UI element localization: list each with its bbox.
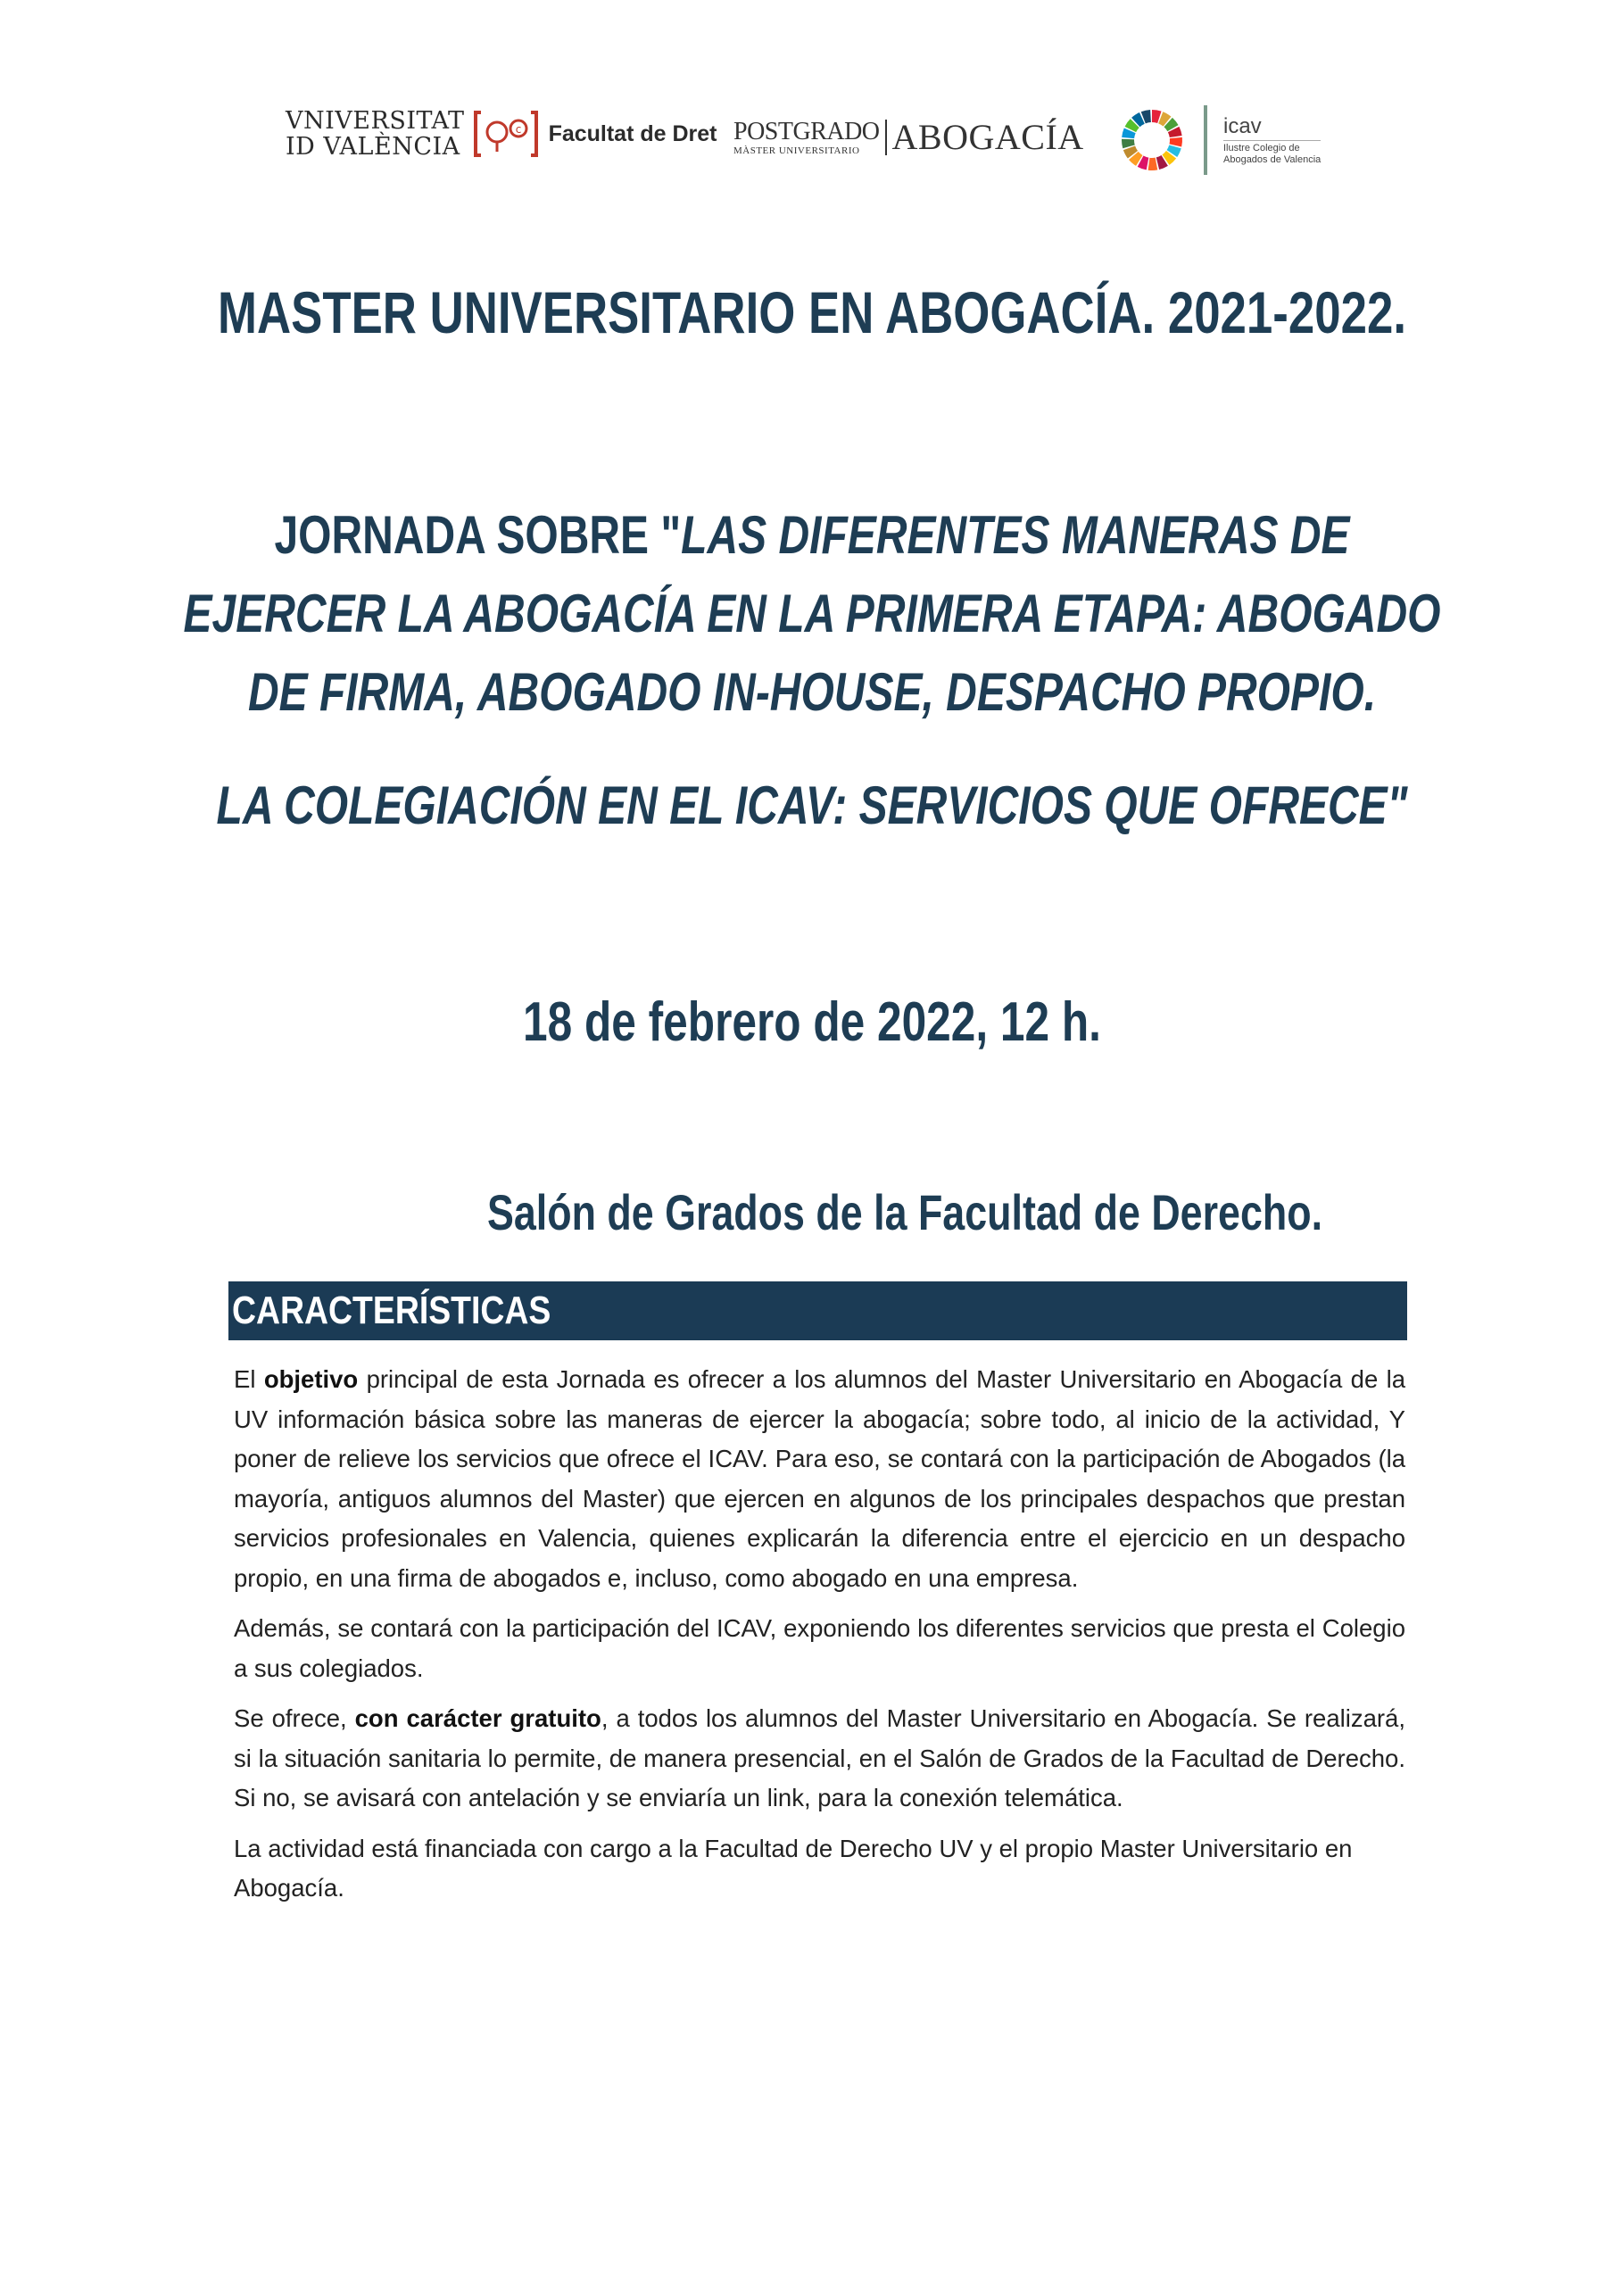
uv-line2: ID VALÈNCIA: [286, 133, 460, 161]
bold-objetivo: objetivo: [263, 1365, 359, 1393]
icav-subtitle-1: Ilustre Colegio de: [1223, 140, 1321, 154]
paragraph-gratuito: Se ofrece, con carácter gratuito, a todos los alumnos del Master Universitario en Abogacía. Se realizará, si la situación sanitaria lo permite, de manera presencial, en el Salón de Grados de la Facultad de Derecho. Si no, se avisará con antelación y se enviaría un link, para la conexión telemática.: [234, 1704, 1405, 1811]
jornada-line-1: [162, 496, 1462, 575]
universitat-valencia-logo: [286, 98, 717, 170]
master-universitario-label: MÀSTER UNIVERSITARIO: [733, 145, 860, 156]
jornada-title: [162, 496, 1462, 732]
icav-subtitle-2: Abogados de Valencia: [1223, 153, 1322, 165]
jornada-prefix: JORNADA SOBRE ": [274, 505, 682, 565]
icav-label: icav: [1223, 113, 1262, 138]
jornada-line-2: EJERCER LA ABOGACÍA EN LA PRIMERA ETAPA: ABOGADO: [183, 584, 1441, 643]
page-title: MASTER UNIVERSITARIO EN ABOGACÍA. 2021-2022.: [217, 279, 1407, 345]
paragraph-objetivo: El objetivo principal de esta Jornada es ofrecer a los alumnos del Master Universitario en Abogacía de la UV información básica sobre las maneras de ejercer la abogacía; sobre todo, al inicio de la actividad, Y poner de relieve los servicios que ofrece el ICAV. Para eso, se contará con la participación de Abogados (la mayoría, antiguos alumnos del Master) que ejercen en algunos de los principales despachos que prestan servicios profesionales en Valencia, quienes explicarán la diferencia entre el ejercicio en un despacho propio, en una firma de abogados e, incluso, como abogado en una empresa.: [234, 1365, 1406, 1592]
event-date: 18 de febrero de 2022, 12 h.: [523, 991, 1101, 1053]
uv-line1: VNIVERSITAT: [286, 107, 465, 135]
header-logos: [0, 89, 1624, 187]
uv-emblem-icon: [472, 107, 540, 161]
jornada-line1-italic: LAS DIFERENTES MANERAS DE: [681, 505, 1350, 565]
jornada-line-3: DE FIRMA, ABOGADO IN-HOUSE, DESPACHO PROPIO.: [247, 662, 1377, 722]
paragraph-financiacion: La actividad está financiada con cargo a la Facultad de Derecho UV y el propio Master Universitario en Abogacía.: [234, 1834, 1353, 1902]
abogacia-label: ABOGACÍA: [891, 117, 1084, 157]
icav-logo: [1223, 115, 1321, 166]
sdg-wheel-icon: [1120, 108, 1184, 172]
icav-divider: [1204, 105, 1207, 175]
svg-text:c: c: [515, 123, 521, 136]
section-title: CARACTERÍSTICAS: [232, 1289, 551, 1332]
sdg-icav-logos: [1120, 105, 1321, 175]
postgrado-abogacia-logo: [733, 116, 1084, 158]
section-header-bar: [228, 1281, 1407, 1340]
paragraph-icav: Además, se contará con la participación del ICAV, exponiendo los diferentes servicios que presta el Colegio a sus colegiados.: [234, 1614, 1405, 1682]
body-text: [234, 1360, 1405, 1919]
facultat-dret: Facultat de Dret: [548, 120, 717, 146]
event-place: Salón de Grados de la Facultad de Derecho.: [486, 1184, 1323, 1240]
jornada-subtitle: LA COLEGIACIÓN EN EL ICAV: SERVICIOS QUE OFRECE": [216, 775, 1408, 835]
sdg-segment: [1170, 137, 1182, 147]
logo-divider: [885, 120, 887, 155]
uv-wordmark: [286, 108, 465, 160]
postgrado-label: POSTGRADO: [733, 117, 880, 145]
sdg-segment: [1148, 158, 1158, 170]
bold-gratuito: con carácter gratuito: [354, 1704, 601, 1732]
